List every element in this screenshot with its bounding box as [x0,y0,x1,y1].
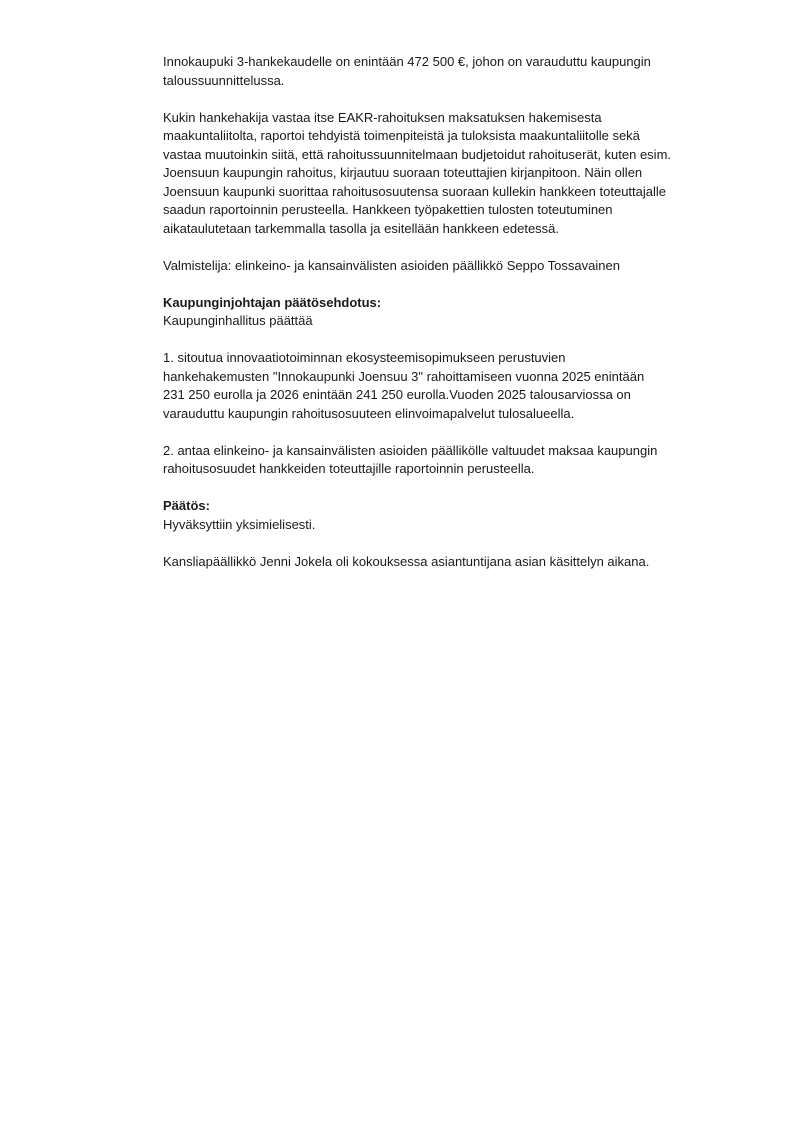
text-line: 231 250 eurolla ja 2026 enintään 241 250 eurolla.Vuoden 2025 talousarviossa on [163,387,631,402]
funding-paragraph [163,109,743,239]
decision-text: Hyväksyttiin yksimielisesti. [163,516,316,532]
proposal-intro: Kaupunginhallitus päättää [163,313,313,328]
proposal-section [163,294,743,331]
text-line: Joensuun kaupungin rahoitus, kirjautuu suoraan toteuttajien kirjanpitoon. Näin ollen [163,165,643,180]
preparer-paragraph [163,257,743,276]
text-line: aikataulutetaan tarkemmalla tasolla ja esitellään hankkeen edetessä. [163,220,560,236]
proposal-item-1 [163,349,743,423]
note-paragraph [163,553,743,572]
proposal-item-2 [163,442,743,479]
text-line: taloussuunnittelussa. [163,72,285,88]
text-line: 1. sitoutua innovaatiotoiminnan ekosysteemisopimukseen perustuvien [163,350,566,365]
text-line: hankehakemusten "Innokaupunki Joensuu 3" rahoittamiseen vuonna 2025 enintään [163,368,645,384]
proposal-heading: Kaupunginjohtajan päätösehdotus: [163,294,382,310]
preparer-line: Valmistelija: elinkeino- ja kansainvälisten asioiden päällikkö Seppo Tossavainen [163,257,620,273]
text-line: vastaa muutoinkin siitä, että rahoitussuunnitelmaan budjetoidut rahoituserät, kuten esim. [163,146,672,162]
text-line: varauduttu kaupungin rahoitusosuuteen elinvoimapalvelut tulosalueella. [163,405,575,421]
decision-section [163,497,743,534]
text-line: 2. antaa elinkeino- ja kansainvälisten asioiden päällikölle valtuudet maksaa kaupungin [163,442,658,458]
text-line: saadun raportoinnin perusteella. Hankkeen työpakettien tulosten toteutuminen [163,202,613,217]
text-line: Kukin hankehakija vastaa itse EAKR-rahoituksen maksatuksen hakemisesta [163,109,602,125]
decision-heading: Päätös: [163,498,210,513]
text-line: Joensuun kaupunki suorittaa rahoitusosuutensa suoraan kullekin hankkeen toteuttajalle [163,183,667,199]
text-line: Innokaupuki 3-hankekaudelle on enintään 472 500 €, johon on varauduttu kaupungin [163,54,651,69]
note-line: Kansliapäällikkö Jenni Jokela oli kokouksessa asiantuntijana asian käsittelyn aikana. [163,553,650,569]
intro-paragraph [163,53,743,90]
text-line: maakuntaliitolta, raportoi tehdyistä toimenpiteistä ja tuloksista maakuntaliitolle sekä [163,128,640,143]
text-line: rahoitusosuudet hankkeiden toteuttajille raportoinnin perusteella. [163,461,535,476]
document-body [163,53,743,590]
